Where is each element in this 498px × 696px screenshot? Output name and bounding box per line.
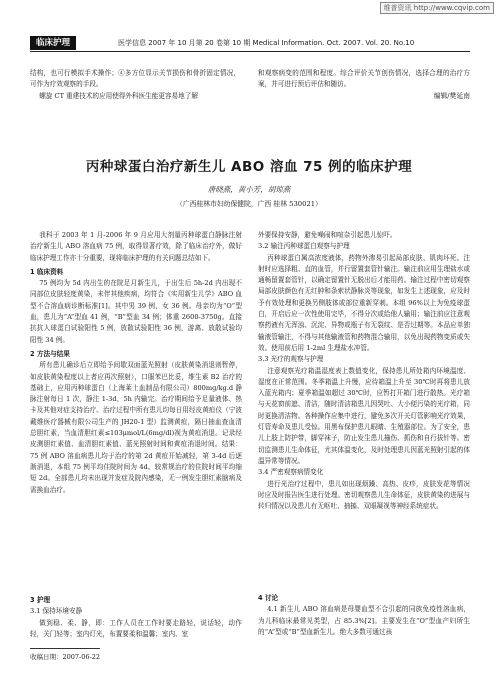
subsection-heading: 3.2 输注丙种球蛋白观察与护理 bbox=[258, 242, 350, 251]
section-heading: 2 方法与结果 bbox=[30, 349, 70, 358]
section-heading: 3 护理 bbox=[30, 596, 51, 604]
subsection-heading: 3.3 光疗的观察与护理 bbox=[258, 355, 324, 364]
footnote-divider bbox=[30, 648, 100, 649]
prev-left-text: 结构，也可行模拟手术操作；④多方位显示关节损伤和骨折固定情况，可作为疗效观察的手段。 bbox=[30, 69, 240, 89]
journal-info: 医学信息 2007 年 10 月第 20 卷第 10 期 Medical Information. Oct. 2007. Vol. 20. No.10 bbox=[118, 39, 415, 47]
previous-article-right bbox=[258, 68, 470, 102]
subsection-heading: 3.1 保持环境安静 bbox=[30, 607, 83, 616]
article-authors: 唐晓燕，黄小芳，胡琼燕 bbox=[207, 185, 291, 194]
section-paragraph: 做到稳、柔、静，即：工作人员在工作时要走路轻，说话轻，动作轻，关门轻等；室内灯光，布置要柔和温馨；室内、室 bbox=[30, 618, 242, 638]
previous-article-left bbox=[30, 68, 240, 102]
section-paragraph: 进行光治疗过程中，患儿如出现烦躁、高热、皮疹，皮肤发花等情况时应及时报告医生进行处理。密切观察患儿生命体征，皮肤黄染的进展与转归情况以及患儿有无呕吐、抽搐、双眼凝视等神经系统症状。 bbox=[258, 479, 470, 511]
section-paragraph: 75 例均为 5d 内出生的在院足月新生儿，于出生后 5h-2d 内出现不同部位皮肤轻度黄染，未伴其他疾病，均符合《实用新生儿学》ABO 血型不合溶血病诊断标准[1]。其中男 39 例，女 36 例。母亲均为“O”型血，患儿为“A”型血 41 例，“B”型血 34 例；体重 2600-3750g。直接抗抗人球蛋白试验阳性 5 例，放散试验阳性 36 例，游离、放散试验均阳性 34 例。 bbox=[30, 279, 242, 344]
section-heading: 4 讨论 bbox=[258, 594, 279, 602]
prev-right-text: 和观察病变的范围和程度。综合评价关节创伤情况，选择合理的治疗方案，并可进行预后评估和随访。 bbox=[258, 69, 470, 89]
article-affiliation: （广西桂林市妇幼保健院，广西 桂林 530021） bbox=[176, 200, 322, 208]
section-paragraph: 注意观察光疗箱温湿度表上数值变化，保持患儿所处箱内环境温度、湿度在正常范围。冬季箱温上升慢，应待箱温上升至 30℃时再将患儿放入蓝光箱内；夏季箱温如超过 30℃时，应暂打开箱门进行散热。光疗箱与天花窗前遮、清洁，随时清洁箱患儿因哭吐、大小便污染的光疗箱，同时更换清洁物。各种操作应集中进行，避免多次开关灯管影响光疗效果，灯管寿命及患儿受惊。用黑布保护患儿眼睛、生殖器部位。为了安全，患儿上肢上防护带，脚穿袜子，防止发生患儿撞伤、抓伤和自行拔针等。密切监测患儿生命体征，尤其体温变化，及时处理患儿因蓝光照射引起的体温异常等情况。 bbox=[258, 366, 470, 465]
prev-left-text2: 螺旋 CT 重建技术的应用使得外科医生能更容易地了解 bbox=[39, 91, 198, 100]
body-left-column bbox=[30, 230, 242, 496]
watermark[interactable]: 维普资讯 http://www.cqvip.com bbox=[380, 2, 494, 14]
section-heading: 1 临床资料 bbox=[30, 267, 64, 276]
section-tag: 临床护理 bbox=[30, 36, 76, 50]
section-paragraph: 所有患儿确诊后立即给予间歇双面蓝光照射（皮肤黄染消退则暂停，如皮肤黄染程度以上者应再次照射），口服苯巴比妥，维生素 B2 治疗的基础上，应用丙种球蛋白（上海莱士血制品有限公司）800mg/kg.d 静脉注射每日 1 次，静注 1-3d，5h 内输完。治疗期间给予足量液体、热卡及其他对症支持治疗。治疗过程中所有患儿均每日用经皮黄疸仪（宁波戴维医疗器械有限公司生产的 JH20-1 型）监测黄疸，隔日抽血查血清总胆红素，当血清胆红素≤103μmol/L(6mg/dl)视为黄疸消退。记录经皮测胆红素值、血清胆红素值、蓝光照射时间和黄疸消退时间。结果：75 例 ABO 溶血病患儿均于治疗的第 2d 黄疸开始减轻，第 3-4d 后逐渐消退，本组 75 例平均住院时间为 4d。较常规治疗的住院时间平均缩短 2d。全部患儿均未出现并发症及院内感染，无一例发生胆红素脑病及需换血治疗。 bbox=[30, 361, 242, 494]
section-paragraph: 外要保持安静，避免噪闹和喧杂引起患儿惊吓。 bbox=[258, 231, 397, 239]
section-paragraph: 4.1 新生儿 ABO 溶血病是母婴血型不合引起的同族免疫性溶血病，为儿科临床最常见类型，占 85.3%[2]。主要发生在“O”型血产妇所生的“A”型或“B”型血新生儿。绝大多数可通过孩 bbox=[258, 605, 470, 636]
body-right-column bbox=[258, 230, 470, 512]
body-right-column-bottom bbox=[258, 590, 470, 638]
subsection-heading: 3.4 严密观察病情变化 bbox=[258, 468, 324, 477]
received-date: 收稿日期：2007-06-22 bbox=[30, 653, 100, 661]
intro-paragraph: 我科于 2003 年 1 月-2006 年 9 月应用大剂量丙种球蛋白静脉注射治疗新生儿 ABO 溶血病 75 例，取得显著疗效，除了临床治疗外，做好临床护理工作亦十分重要，现将临床护理的有关问题总结如下。 bbox=[30, 231, 242, 262]
body-left-column-bottom bbox=[30, 592, 242, 640]
article-title: 丙种球蛋白治疗新生儿 ABO 溶血 75 例的临床护理 bbox=[85, 159, 413, 175]
editor-signoff: 编辑/樊延南 bbox=[433, 91, 470, 100]
journal-header bbox=[30, 36, 470, 52]
section-paragraph: 丙种球蛋白属高浓度液体，药物外渗易引起局部皮肤、肌肉坏死。注射时应选择粗、直的血管，并行留置套管针输注。输注前应用生理盐水或通畅留置套管针，以确定留置针无脱出后才能用药。输注过程中密切观察局部皮肤颜色有无红肿和条索状静脉炎等现象，如发生上述现象，应及时予有效处理和更换另侧肢体或部位重新穿刺。本组 96%以上为免疫球蛋白，开启后应一次性使用完毕，不得分次或给他人输用；输注前应注意观察药液有无浑浊、沉淀、异物或瓶子有无裂纹、是否过期等。本品应单独输液管输注，不得与其他输液管和药物混合输用，以免出现药物变质或失效。使用前后用 1-2ml 生理盐水冲管。 bbox=[258, 253, 470, 352]
